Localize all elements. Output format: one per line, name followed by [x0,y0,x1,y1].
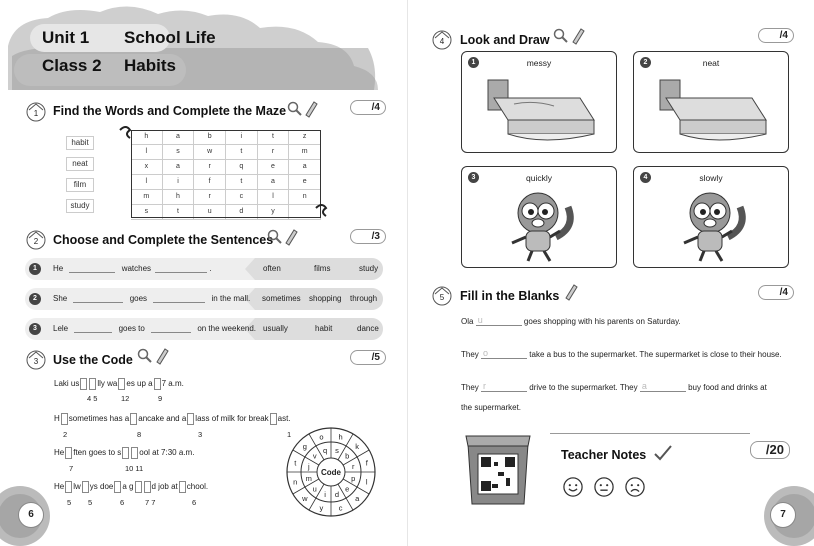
hint-letter: r [483,381,487,391]
wheel-letter: k [355,441,360,451]
wheel-letter: m [305,473,312,483]
fill-blank[interactable] [476,316,522,326]
pencil-icon [563,283,579,301]
sentence-number: 3 [29,323,41,335]
section-2-badge [26,230,46,250]
maze-start-arrow [118,126,132,140]
maze-cell[interactable]: h [163,190,195,205]
section-5-score: /4 [758,285,794,300]
code-text: ancake and a [138,414,187,424]
sentence-text: She [53,294,68,303]
card-number: 1 [468,57,479,68]
maze-cell[interactable]: m [131,190,163,205]
code-hint-number: 3 [198,430,203,439]
magnifier-icon [553,28,569,44]
wheel-letter: r [351,462,355,472]
maze-cell[interactable]: w [194,145,226,160]
maze-cell[interactable]: i [163,175,195,190]
maze-cell[interactable]: s [163,145,195,160]
code-text: 7 a.m. [161,379,184,389]
option-word[interactable]: sometimes [262,294,301,303]
maze-cell[interactable]: r [194,190,226,205]
sentence-row-1 [25,258,383,280]
draw-card-neat[interactable] [633,51,789,153]
magnifier-icon [267,229,283,245]
pencil-icon [154,347,170,365]
option-word[interactable]: through [350,294,378,303]
code-hint-number: 2 [63,430,68,439]
sentence-number: 2 [29,293,41,305]
wheel-letter: o [319,432,324,442]
sentence-text: in the mall. [211,294,251,303]
page-number-left: 6 [18,502,44,528]
maze-cell[interactable]: f [194,175,226,190]
code-text: lw [73,482,81,492]
draw-card-quickly[interactable] [461,166,617,268]
option-word[interactable]: study [359,264,379,273]
maze-cell[interactable]: a [163,160,195,175]
maze-cell[interactable]: n [289,190,321,205]
answer-blank[interactable] [153,295,205,303]
fill-text: They [461,350,479,359]
draw-card-messy[interactable] [461,51,617,153]
code-text: a g [122,482,134,492]
fill-blank[interactable] [481,349,527,359]
sentence-number: 1 [29,263,41,275]
code-text: He [54,482,65,492]
code-box[interactable] [114,481,121,493]
card-number: 2 [640,57,651,68]
fill-text: Ola [461,317,474,326]
wheel-letter: n [293,477,298,487]
maze-cell[interactable]: q [226,160,258,175]
bed-illustration [656,76,770,148]
qr-box-illustration [462,432,534,506]
code-line-3 [54,447,194,459]
answer-blank[interactable] [155,265,207,273]
fill-line-4 [461,403,521,412]
pencil-icon [283,228,299,246]
maze-cell[interactable]: y [258,205,290,220]
code-box[interactable] [187,413,194,425]
unit-title: School Life [124,28,216,47]
code-text: sometimes has a [68,414,130,424]
fill-text: They [461,383,479,392]
unit-label: Unit 1 [42,28,90,47]
code-hint-number: 6 [120,498,125,507]
word-study: study [66,199,94,213]
code-text: d job at [151,482,178,492]
maze-cell[interactable]: s [131,205,163,220]
card-label: neat [702,58,720,68]
sad-face-icon[interactable] [625,477,645,497]
maze-cell[interactable]: c [226,190,258,205]
sentence-text: on the weekend. [197,324,257,333]
maze-cell[interactable]: m [289,145,321,160]
sentence-row-2 [25,288,383,310]
wheel-letter: v [312,451,317,461]
teacher-notes-rule [550,433,750,434]
fill-line-1 [461,316,681,326]
wheel-letter: g [302,441,307,451]
maze-cell[interactable]: h [131,130,163,145]
section-2-score: /3 [350,229,386,244]
wheel-letter: u [312,484,317,494]
code-hint-number: 1 [287,430,292,439]
code-box[interactable] [61,413,68,425]
maze-cell[interactable]: u [194,205,226,220]
maze-cell[interactable]: t [163,205,195,220]
code-hint-number: 12 [121,394,130,403]
section-3-badge [26,350,46,370]
maze-cell[interactable]: i [226,130,258,145]
maze-cell[interactable]: x [131,160,163,175]
sentence-text: goes to [118,324,145,333]
wheel-letter: i [324,490,326,500]
section-5-title: Fill in the Blanks [460,289,560,303]
wheel-center-label: Code [321,468,341,477]
code-line-2 [54,413,291,425]
hint-letter: u [477,315,483,325]
fill-line-2 [461,349,782,359]
maze-cell[interactable]: t [226,145,258,160]
card-label: slowly [699,173,723,183]
neutral-face-icon[interactable] [594,477,614,497]
magnifier-icon [137,348,153,364]
draw-card-slowly[interactable] [633,166,789,268]
word-film: film [66,178,94,192]
code-box[interactable] [135,481,142,493]
section-3-score: /5 [350,350,386,365]
code-line-1 [54,378,184,390]
maze-cell[interactable]: l [131,145,163,160]
section-3-title: Use the Code [53,353,133,367]
card-number: 4 [640,172,651,183]
code-text: lly wa [97,379,118,389]
maze-cell[interactable]: e [258,160,290,175]
code-box[interactable] [65,481,72,493]
section-1-title: Find the Words and Complete the Maze [53,104,287,118]
code-box[interactable] [131,447,138,459]
code-box[interactable] [80,378,87,390]
section-1-score: /4 [350,100,386,115]
code-hint-number: 8 [137,430,142,439]
code-box[interactable] [154,378,161,390]
code-text: es up a [126,379,153,389]
wheel-letter: j [307,462,310,472]
hint-letter: a [641,381,647,391]
wheel-letter: h [338,432,343,442]
code-hint-number: 9 [158,394,163,403]
option-word[interactable]: films [314,264,331,273]
fill-blank[interactable] [640,382,686,392]
fill-text: buy food and drinks at [688,383,767,392]
option-word[interactable]: dance [357,324,379,333]
sentence-text: goes [129,294,148,303]
fill-text: goes shopping with his parents on Saturday. [523,317,681,326]
maze-cell[interactable]: l [131,175,163,190]
maze-end-arrow [314,204,328,218]
wheel-letter: a [355,494,360,504]
teacher-notes-title: Teacher Notes [561,448,647,462]
card-label: quickly [526,173,552,183]
maze-cell[interactable]: t [258,130,290,145]
code-wheel [284,420,378,520]
wheel-letter: d [334,490,340,500]
total-score: /20 [750,441,790,459]
card-number: 3 [468,172,479,183]
hint-letter: o [483,348,489,358]
answer-blank[interactable] [151,325,191,333]
code-hint-number: 10 11 [125,464,144,473]
section-2-title: Choose and Complete the Sentences [53,233,274,247]
maze-cell[interactable]: r [258,145,290,160]
option-word[interactable]: often [263,264,281,273]
code-hint-number: 5 [88,498,93,507]
code-box[interactable] [270,413,277,425]
maze-cell[interactable]: a [163,130,195,145]
code-box[interactable] [89,378,96,390]
maze-cell[interactable]: t [226,175,258,190]
section-4-number: 4 [439,37,445,46]
wheel-letter: w [302,494,308,504]
code-box[interactable] [179,481,186,493]
code-text: chool. [186,482,209,492]
sentence-text: . [209,264,212,273]
word-habit: habit [66,136,94,150]
maze-cell[interactable]: e [289,175,321,190]
wheel-letter: e [345,484,350,494]
sentence-text: Lele [53,324,69,333]
fill-text: the supermarket. [461,403,522,412]
wheel-letter: c [338,503,343,513]
section-4-score: /4 [758,28,794,43]
maze-cell[interactable]: b [194,130,226,145]
option-word[interactable]: shopping [309,294,342,303]
wheel-letter: b [345,451,350,461]
wheel-letter: y [319,503,324,513]
code-text: ool at 7:30 a.m. [139,448,195,458]
sentence-text: watches [121,264,152,273]
bed-illustration [484,76,598,148]
code-text: He [54,448,65,458]
pencil-check-icon [652,442,674,464]
section-4-badge [432,30,452,50]
code-box[interactable] [118,378,125,390]
header-cloud [8,6,378,90]
maze-cell[interactable]: a [258,175,290,190]
section-3-number: 3 [33,357,39,366]
maze-border [131,130,321,218]
section-4-title: Look and Draw [460,33,550,47]
wheel-letter: t [294,458,297,468]
option-word[interactable]: usually [263,324,288,333]
maze-cell[interactable]: l [258,190,290,205]
maze-cell[interactable]: z [289,130,321,145]
section-2-number: 2 [33,237,39,246]
code-line-4 [54,481,208,493]
pencil-icon [303,100,319,118]
code-text: Laki us [54,379,80,389]
raccoon-character [504,187,576,265]
sentence-row-3 [25,318,383,340]
code-text: ften goes to s [73,448,122,458]
card-label: messy [526,58,552,68]
wheel-letter: l [365,477,368,487]
section-5-number: 5 [439,293,445,302]
code-hint-number: 6 [192,498,197,507]
section-1-badge [26,102,46,122]
answer-blank[interactable] [74,325,112,333]
option-word[interactable]: habit [315,324,333,333]
class-label: Class 2 [42,56,102,75]
maze-cell[interactable]: d [226,205,258,220]
sentence-text: He [53,264,64,273]
happy-face-icon[interactable] [563,477,583,497]
fill-text: take a bus to the supermarket. The supermarket is close to their house. [529,350,782,359]
wheel-letter: q [322,445,328,455]
code-text: H [54,414,60,424]
code-box[interactable] [82,481,89,493]
code-hint-number: 4 5 [87,394,98,403]
page-number-right: 7 [770,502,796,528]
code-hint-number: 5 [67,498,72,507]
code-hint-number: 7 [69,464,74,473]
answer-blank[interactable] [73,295,123,303]
wheel-letter: p [351,473,356,483]
code-box[interactable] [144,481,151,493]
code-text: ast. [277,414,291,424]
raccoon-character [676,187,748,265]
wheel-letter: f [365,458,368,468]
code-box[interactable] [65,447,72,459]
code-text: ys doe [89,482,114,492]
maze-cell[interactable]: a [289,160,321,175]
section-1-number: 1 [33,109,39,118]
fill-text: drive to the supermarket. They [529,383,638,392]
fill-line-3 [461,382,767,392]
fill-blank[interactable] [481,382,527,392]
code-text: lass of milk for break [195,414,269,424]
code-box[interactable] [130,413,137,425]
section-5-badge [432,286,452,306]
code-hint-number: 7 7 [145,498,156,507]
maze-cell[interactable]: r [194,160,226,175]
magnifier-icon [287,101,303,117]
code-box[interactable] [122,447,129,459]
wheel-letter: s [335,445,339,455]
answer-blank[interactable] [69,265,115,273]
word-neat: neat [66,157,94,171]
pencil-icon [570,27,586,45]
page-gutter [407,0,408,546]
class-title: Habits [124,56,176,75]
